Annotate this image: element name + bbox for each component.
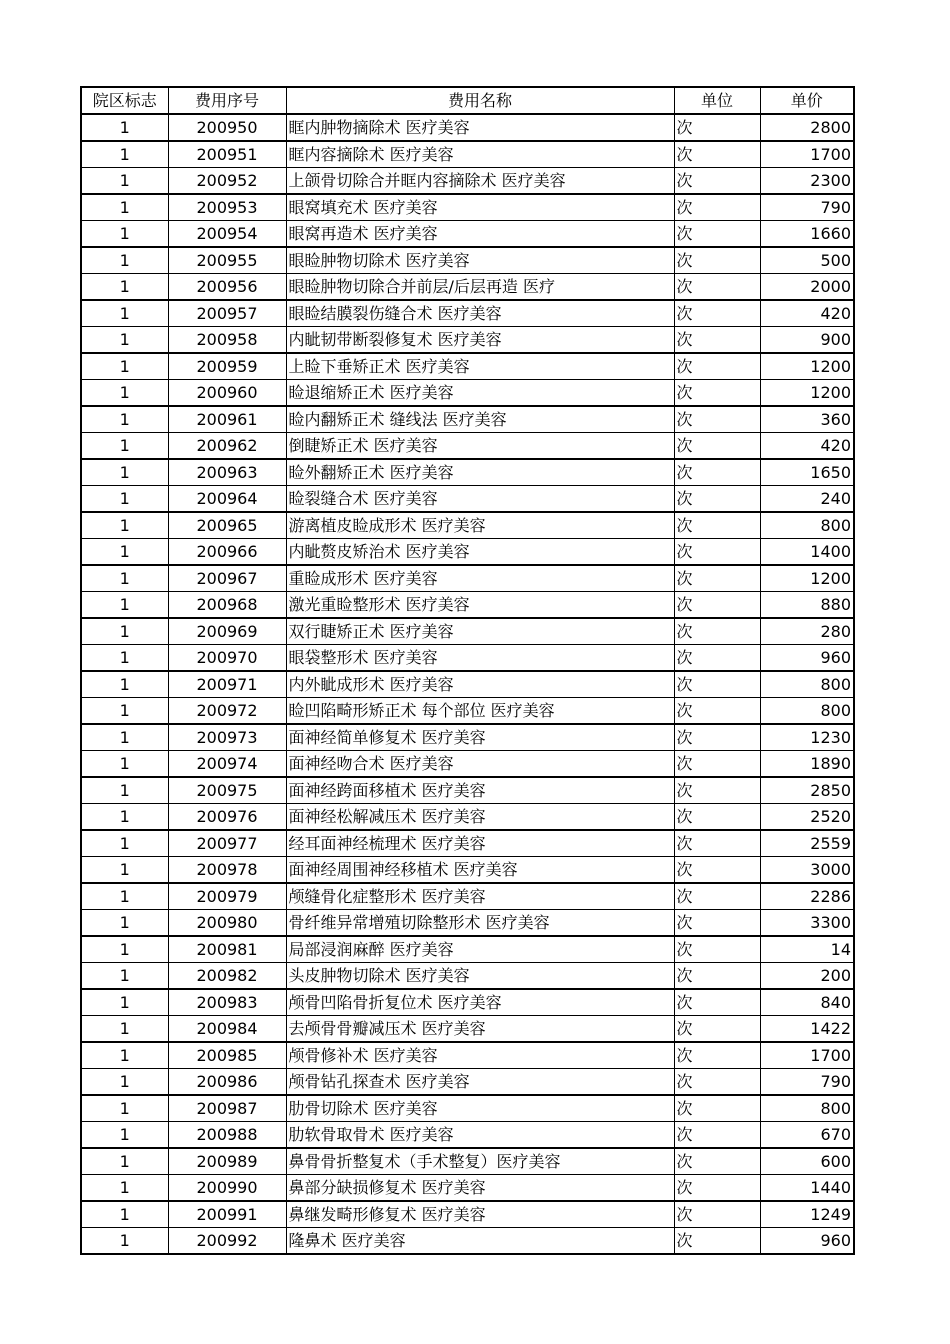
cell-name: 面神经松解减压术 医疗美容	[286, 804, 674, 831]
cell-name: 颅骨凹陷骨折复位术 医疗美容	[286, 989, 674, 1016]
cell-unit: 次	[674, 247, 760, 274]
cell-area: 1	[81, 406, 168, 433]
cell-code: 200992	[168, 1228, 286, 1255]
table-row	[81, 1095, 854, 1122]
cell-area: 1	[81, 512, 168, 539]
cell-area: 1	[81, 1016, 168, 1043]
cell-code: 200985	[168, 1042, 286, 1069]
table-row	[81, 751, 854, 778]
cell-unit: 次	[674, 936, 760, 963]
table-row	[81, 327, 854, 354]
cell-unit: 次	[674, 804, 760, 831]
table-row	[81, 247, 854, 274]
cell-code: 200984	[168, 1016, 286, 1043]
cell-name: 双行睫矫正术 医疗美容	[286, 618, 674, 645]
table-body	[81, 114, 854, 1254]
table-row	[81, 618, 854, 645]
cell-price: 2300	[760, 168, 854, 195]
cell-code: 200970	[168, 645, 286, 672]
cell-area: 1	[81, 1228, 168, 1255]
cell-price: 2520	[760, 804, 854, 831]
table-row	[81, 274, 854, 301]
table-row	[81, 1228, 854, 1255]
cell-code: 200956	[168, 274, 286, 301]
cell-name: 眶内肿物摘除术 医疗美容	[286, 114, 674, 141]
cell-area: 1	[81, 486, 168, 513]
cell-area: 1	[81, 539, 168, 566]
cell-price: 800	[760, 1095, 854, 1122]
cell-area: 1	[81, 936, 168, 963]
table-row	[81, 1122, 854, 1149]
cell-price: 1249	[760, 1201, 854, 1228]
cell-code: 200963	[168, 459, 286, 486]
cell-name: 面神经周围神经移植术 医疗美容	[286, 857, 674, 884]
cell-price: 2286	[760, 883, 854, 910]
cell-price: 2800	[760, 114, 854, 141]
cell-area: 1	[81, 459, 168, 486]
table-row	[81, 1201, 854, 1228]
cell-price: 1400	[760, 539, 854, 566]
cell-name: 睑凹陷畸形矫正术 每个部位 医疗美容	[286, 698, 674, 725]
cell-name: 颅骨钻孔探查术 医疗美容	[286, 1069, 674, 1096]
cell-code: 200972	[168, 698, 286, 725]
table-row	[81, 592, 854, 619]
table-row	[81, 1016, 854, 1043]
cell-unit: 次	[674, 777, 760, 804]
table-row	[81, 114, 854, 141]
cell-name: 面神经吻合术 医疗美容	[286, 751, 674, 778]
cell-area: 1	[81, 1069, 168, 1096]
table-row	[81, 936, 854, 963]
cell-unit: 次	[674, 698, 760, 725]
cell-price: 2850	[760, 777, 854, 804]
cell-price: 200	[760, 963, 854, 990]
cell-name: 眼窝填充术 医疗美容	[286, 194, 674, 221]
cell-area: 1	[81, 989, 168, 1016]
header-name: 费用名称	[286, 87, 674, 114]
cell-price: 1200	[760, 380, 854, 407]
cell-area: 1	[81, 221, 168, 248]
cell-code: 200960	[168, 380, 286, 407]
cell-price: 800	[760, 698, 854, 725]
cell-area: 1	[81, 698, 168, 725]
cell-code: 200991	[168, 1201, 286, 1228]
cell-unit: 次	[674, 1201, 760, 1228]
cell-price: 1422	[760, 1016, 854, 1043]
cell-code: 200966	[168, 539, 286, 566]
cell-code: 200987	[168, 1095, 286, 1122]
cell-code: 200959	[168, 353, 286, 380]
cell-price: 600	[760, 1148, 854, 1175]
cell-price: 960	[760, 1228, 854, 1255]
cell-area: 1	[81, 830, 168, 857]
cell-unit: 次	[674, 724, 760, 751]
cell-code: 200973	[168, 724, 286, 751]
cell-price: 3000	[760, 857, 854, 884]
cell-code: 200953	[168, 194, 286, 221]
cell-unit: 次	[674, 459, 760, 486]
cell-code: 200981	[168, 936, 286, 963]
table-row	[81, 486, 854, 513]
cell-unit: 次	[674, 327, 760, 354]
table-row	[81, 1175, 854, 1202]
cell-unit: 次	[674, 380, 760, 407]
cell-unit: 次	[674, 353, 760, 380]
cell-price: 3300	[760, 910, 854, 937]
cell-unit: 次	[674, 963, 760, 990]
cell-area: 1	[81, 353, 168, 380]
cell-price: 1230	[760, 724, 854, 751]
table-row	[81, 539, 854, 566]
cell-unit: 次	[674, 194, 760, 221]
cell-code: 200974	[168, 751, 286, 778]
cell-name: 睑内翻矫正术 缝线法 医疗美容	[286, 406, 674, 433]
cell-price: 900	[760, 327, 854, 354]
cell-unit: 次	[674, 910, 760, 937]
cell-price: 1700	[760, 1042, 854, 1069]
cell-price: 790	[760, 194, 854, 221]
table-row	[81, 857, 854, 884]
cell-name: 鼻继发畸形修复术 医疗美容	[286, 1201, 674, 1228]
cell-name: 面神经跨面移植术 医疗美容	[286, 777, 674, 804]
cell-unit: 次	[674, 114, 760, 141]
cell-area: 1	[81, 777, 168, 804]
table-row	[81, 221, 854, 248]
cell-price: 1660	[760, 221, 854, 248]
cell-price: 800	[760, 671, 854, 698]
cell-unit: 次	[674, 1069, 760, 1096]
cell-price: 840	[760, 989, 854, 1016]
cell-price: 420	[760, 300, 854, 327]
cell-unit: 次	[674, 1095, 760, 1122]
cell-unit: 次	[674, 433, 760, 460]
cell-area: 1	[81, 141, 168, 168]
cell-code: 200968	[168, 592, 286, 619]
cell-name: 骨纤维异常增殖切除整形术 医疗美容	[286, 910, 674, 937]
cell-area: 1	[81, 751, 168, 778]
cell-code: 200971	[168, 671, 286, 698]
cell-price: 420	[760, 433, 854, 460]
cell-price: 880	[760, 592, 854, 619]
cell-name: 鼻部分缺损修复术 医疗美容	[286, 1175, 674, 1202]
cell-price: 500	[760, 247, 854, 274]
cell-name: 隆鼻术 医疗美容	[286, 1228, 674, 1255]
cell-area: 1	[81, 1122, 168, 1149]
cell-name: 睑退缩矫正术 医疗美容	[286, 380, 674, 407]
cell-code: 200952	[168, 168, 286, 195]
cell-price: 280	[760, 618, 854, 645]
table-row	[81, 353, 854, 380]
cell-name: 经耳面神经梳理术 医疗美容	[286, 830, 674, 857]
cell-unit: 次	[674, 618, 760, 645]
table-row	[81, 883, 854, 910]
cell-name: 游离植皮睑成形术 医疗美容	[286, 512, 674, 539]
cell-unit: 次	[674, 141, 760, 168]
table-row	[81, 1042, 854, 1069]
cell-price: 1200	[760, 353, 854, 380]
cell-name: 头皮肿物切除术 医疗美容	[286, 963, 674, 990]
table-header	[81, 87, 854, 114]
cell-code: 200980	[168, 910, 286, 937]
cell-name: 眼睑肿物切除合并前层/后层再造 医疗	[286, 274, 674, 301]
cell-area: 1	[81, 565, 168, 592]
fee-table	[80, 86, 855, 1255]
cell-code: 200964	[168, 486, 286, 513]
cell-price: 1200	[760, 565, 854, 592]
cell-name: 上颌骨切除合并眶内容摘除术 医疗美容	[286, 168, 674, 195]
cell-name: 倒睫矫正术 医疗美容	[286, 433, 674, 460]
cell-unit: 次	[674, 751, 760, 778]
table-row	[81, 194, 854, 221]
table-row	[81, 724, 854, 751]
cell-code: 200989	[168, 1148, 286, 1175]
cell-code: 200954	[168, 221, 286, 248]
cell-code: 200965	[168, 512, 286, 539]
cell-name: 鼻骨骨折整复术（手术整复）医疗美容	[286, 1148, 674, 1175]
cell-area: 1	[81, 963, 168, 990]
cell-name: 颅骨修补术 医疗美容	[286, 1042, 674, 1069]
table-row	[81, 300, 854, 327]
cell-area: 1	[81, 247, 168, 274]
cell-code: 200958	[168, 327, 286, 354]
cell-name: 睑外翻矫正术 医疗美容	[286, 459, 674, 486]
cell-price: 1890	[760, 751, 854, 778]
cell-unit: 次	[674, 168, 760, 195]
cell-unit: 次	[674, 512, 760, 539]
cell-unit: 次	[674, 539, 760, 566]
cell-unit: 次	[674, 221, 760, 248]
table-row	[81, 989, 854, 1016]
cell-name: 眶内容摘除术 医疗美容	[286, 141, 674, 168]
cell-code: 200951	[168, 141, 286, 168]
table-row	[81, 565, 854, 592]
cell-area: 1	[81, 114, 168, 141]
cell-price: 670	[760, 1122, 854, 1149]
cell-price: 360	[760, 406, 854, 433]
cell-unit: 次	[674, 645, 760, 672]
cell-name: 眼袋整形术 医疗美容	[286, 645, 674, 672]
cell-area: 1	[81, 1095, 168, 1122]
cell-unit: 次	[674, 274, 760, 301]
cell-code: 200962	[168, 433, 286, 460]
cell-price: 2000	[760, 274, 854, 301]
cell-code: 200990	[168, 1175, 286, 1202]
cell-code: 200975	[168, 777, 286, 804]
cell-area: 1	[81, 1175, 168, 1202]
cell-unit: 次	[674, 486, 760, 513]
cell-area: 1	[81, 592, 168, 619]
cell-name: 局部浸润麻醉 医疗美容	[286, 936, 674, 963]
cell-price: 2559	[760, 830, 854, 857]
cell-area: 1	[81, 724, 168, 751]
cell-name: 颅缝骨化症整形术 医疗美容	[286, 883, 674, 910]
cell-area: 1	[81, 804, 168, 831]
table-row	[81, 512, 854, 539]
cell-code: 200977	[168, 830, 286, 857]
cell-code: 200976	[168, 804, 286, 831]
cell-code: 200957	[168, 300, 286, 327]
header-unit: 单位	[674, 87, 760, 114]
cell-unit: 次	[674, 671, 760, 698]
cell-code: 200983	[168, 989, 286, 1016]
cell-area: 1	[81, 618, 168, 645]
cell-name: 眼睑结膜裂伤缝合术 医疗美容	[286, 300, 674, 327]
cell-unit: 次	[674, 300, 760, 327]
cell-area: 1	[81, 168, 168, 195]
cell-unit: 次	[674, 1016, 760, 1043]
cell-area: 1	[81, 857, 168, 884]
table-row	[81, 433, 854, 460]
cell-unit: 次	[674, 565, 760, 592]
cell-price: 800	[760, 512, 854, 539]
table-row	[81, 698, 854, 725]
cell-name: 激光重睑整形术 医疗美容	[286, 592, 674, 619]
table-row	[81, 804, 854, 831]
cell-area: 1	[81, 1148, 168, 1175]
cell-area: 1	[81, 380, 168, 407]
cell-price: 1440	[760, 1175, 854, 1202]
cell-price: 1700	[760, 141, 854, 168]
cell-area: 1	[81, 671, 168, 698]
table-row	[81, 459, 854, 486]
cell-price: 240	[760, 486, 854, 513]
cell-name: 重睑成形术 医疗美容	[286, 565, 674, 592]
table-row	[81, 910, 854, 937]
cell-price: 960	[760, 645, 854, 672]
cell-unit: 次	[674, 1228, 760, 1255]
cell-area: 1	[81, 433, 168, 460]
table-row	[81, 168, 854, 195]
cell-area: 1	[81, 300, 168, 327]
cell-unit: 次	[674, 883, 760, 910]
cell-unit: 次	[674, 1148, 760, 1175]
cell-code: 200978	[168, 857, 286, 884]
cell-area: 1	[81, 274, 168, 301]
cell-name: 内外眦成形术 医疗美容	[286, 671, 674, 698]
table-row	[81, 830, 854, 857]
cell-unit: 次	[674, 592, 760, 619]
cell-name: 肋骨切除术 医疗美容	[286, 1095, 674, 1122]
cell-unit: 次	[674, 989, 760, 1016]
cell-code: 200988	[168, 1122, 286, 1149]
cell-code: 200961	[168, 406, 286, 433]
table-row	[81, 1069, 854, 1096]
cell-unit: 次	[674, 1122, 760, 1149]
cell-code: 200969	[168, 618, 286, 645]
header-row	[81, 87, 854, 114]
cell-name: 内眦赘皮矫治术 医疗美容	[286, 539, 674, 566]
cell-area: 1	[81, 1042, 168, 1069]
table-row	[81, 141, 854, 168]
cell-area: 1	[81, 194, 168, 221]
cell-unit: 次	[674, 830, 760, 857]
cell-area: 1	[81, 1201, 168, 1228]
cell-price: 1650	[760, 459, 854, 486]
cell-name: 上睑下垂矫正术 医疗美容	[286, 353, 674, 380]
cell-area: 1	[81, 910, 168, 937]
cell-unit: 次	[674, 1175, 760, 1202]
cell-name: 肋软骨取骨术 医疗美容	[286, 1122, 674, 1149]
cell-area: 1	[81, 645, 168, 672]
header-code: 费用序号	[168, 87, 286, 114]
table-row	[81, 406, 854, 433]
cell-code: 200979	[168, 883, 286, 910]
cell-unit: 次	[674, 857, 760, 884]
table-row	[81, 777, 854, 804]
cell-name: 眼睑肿物切除术 医疗美容	[286, 247, 674, 274]
header-area: 院区标志	[81, 87, 168, 114]
cell-name: 面神经简单修复术 医疗美容	[286, 724, 674, 751]
cell-code: 200982	[168, 963, 286, 990]
cell-area: 1	[81, 327, 168, 354]
cell-unit: 次	[674, 406, 760, 433]
cell-name: 去颅骨骨瓣减压术 医疗美容	[286, 1016, 674, 1043]
cell-name: 眼窝再造术 医疗美容	[286, 221, 674, 248]
cell-unit: 次	[674, 1042, 760, 1069]
cell-name: 睑裂缝合术 医疗美容	[286, 486, 674, 513]
table-row	[81, 645, 854, 672]
cell-code: 200967	[168, 565, 286, 592]
cell-code: 200950	[168, 114, 286, 141]
cell-code: 200986	[168, 1069, 286, 1096]
table-row	[81, 1148, 854, 1175]
table-row	[81, 380, 854, 407]
cell-code: 200955	[168, 247, 286, 274]
table-row	[81, 671, 854, 698]
cell-area: 1	[81, 883, 168, 910]
cell-price: 14	[760, 936, 854, 963]
cell-name: 内眦韧带断裂修复术 医疗美容	[286, 327, 674, 354]
cell-price: 790	[760, 1069, 854, 1096]
table-row	[81, 963, 854, 990]
header-price: 单价	[760, 87, 854, 114]
